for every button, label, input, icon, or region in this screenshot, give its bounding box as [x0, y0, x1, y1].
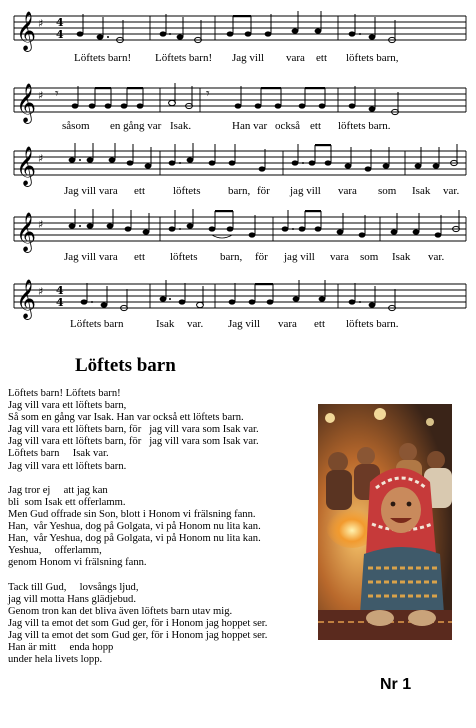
svg-text:𝄾: 𝄾: [55, 86, 59, 102]
svg-text:𝄞: 𝄞: [16, 279, 37, 319]
lyric: Isak: [392, 251, 411, 263]
lyric: för: [257, 185, 270, 197]
poem-line: Han, vår Yeshua, dog på Golgata, vi på Honom nu lita kan.: [8, 533, 261, 545]
svg-text:4: 4: [56, 16, 64, 29]
poem-line: Jag vill vara ett löftets barn, för jag vill vara som Isak var.: [8, 436, 259, 448]
music-system-4: [0, 209, 476, 271]
poem-line: Jag tror ej att jag kan: [8, 484, 108, 496]
svg-text:𝄞: 𝄞: [16, 212, 37, 252]
lyric: som: [360, 251, 379, 263]
lyric: var.: [428, 251, 445, 263]
svg-text:4: 4: [56, 296, 64, 309]
svg-text:4: 4: [56, 284, 64, 297]
lyric: Jag vill vara: [64, 185, 118, 197]
poem-line: jag vill motta Hans glädjebud.: [8, 593, 136, 605]
lyric: Han var: [232, 120, 268, 132]
svg-text:♯: ♯: [38, 152, 44, 165]
lyric: vara: [286, 52, 305, 64]
lyric: löftets: [170, 251, 198, 263]
poem-line: Tack till Gud, lovsångs ljud,: [8, 581, 139, 593]
lyric: också: [275, 120, 301, 132]
music-system-3: [0, 143, 476, 203]
poem-line: under hela livets lopp.: [8, 654, 103, 666]
lyric: löftets barn,: [346, 52, 399, 64]
lyric: löftets: [173, 185, 201, 197]
lyric: barn,: [228, 185, 251, 197]
lyric: för: [255, 251, 268, 263]
lyrics-text: [8, 388, 328, 666]
lyric: Jag vill vara: [64, 251, 118, 263]
svg-text:♯: ♯: [38, 218, 44, 231]
svg-text:𝄾: 𝄾: [206, 86, 210, 102]
lyric: barn,: [220, 251, 243, 263]
poem-line: Men Gud offrade sin Son, blott i Honom vi frälsning fann.: [8, 508, 256, 520]
poem-line: [8, 569, 328, 581]
poem-line: Han, vår Yeshua, dog på Golgata, vi på Honom nu lita kan.: [8, 521, 261, 533]
lyric: löftets barn.: [338, 120, 391, 132]
music-system-5: [0, 274, 476, 338]
svg-text:𝄞: 𝄞: [16, 146, 37, 186]
lyric: Löftets barn!: [155, 52, 213, 64]
lyric: Jag vill: [232, 52, 265, 64]
poem-line: Genom tron kan det bliva även löftets barn utav mig.: [8, 605, 233, 617]
song-title: Löftets barn: [75, 355, 176, 376]
poem-line: Löftets barn Isak var.: [8, 448, 109, 460]
lyric: vara: [278, 318, 297, 330]
poem-line: Jag vill vara ett löftets barn, för jag vill vara som Isak var.: [8, 424, 259, 436]
svg-text:𝄞: 𝄞: [16, 11, 37, 51]
svg-text:♯: ♯: [38, 89, 44, 102]
poem-line: Så som en gång var Isak. Han var också ett löftets barn.: [8, 412, 244, 424]
poem-line: Jag vill ta emot det som Gud ger, för i Honom jag hoppet ser.: [8, 617, 268, 629]
lyric: Löftets barn!: [74, 52, 132, 64]
lyric: ett: [310, 120, 321, 132]
lyric: ett: [314, 318, 325, 330]
lyric: såsom: [62, 120, 90, 132]
lyric: vara: [338, 185, 357, 197]
poem-line: Löftets barn! Löftets barn!: [8, 388, 121, 399]
svg-text:♯: ♯: [38, 17, 44, 30]
lyric: ett: [134, 251, 145, 263]
child-photo: [318, 404, 452, 640]
lyric: jag vill: [284, 251, 315, 263]
music-system-2: [0, 74, 476, 140]
poem-line: Jag vill vara ett löftets barn,: [8, 400, 127, 412]
poem-line: genom Honom vi frälsning fann.: [8, 557, 147, 569]
lyric: ett: [134, 185, 145, 197]
svg-text:♯: ♯: [38, 285, 44, 298]
lyric: Isak.: [170, 120, 192, 132]
lyric: Isak: [156, 318, 175, 330]
lyric: vara: [330, 251, 349, 263]
lyric: löftets barn.: [346, 318, 399, 330]
svg-text:4: 4: [56, 28, 64, 41]
lyric: Löftets barn: [70, 318, 124, 330]
poem-line: Jag vill vara ett löftets barn.: [8, 460, 127, 472]
lyric: jag vill: [290, 185, 321, 197]
poem-line: Yeshua, offerlamm,: [8, 545, 102, 557]
lyric: som: [378, 185, 397, 197]
poem-line: [8, 473, 328, 485]
lyric: var.: [187, 318, 204, 330]
lyric: ett: [316, 52, 327, 64]
poem-line: Jag vill ta emot det som Gud ger, för i Honom jag hoppet ser.: [8, 629, 268, 641]
svg-text:𝄞: 𝄞: [16, 83, 37, 123]
lyric: Isak: [412, 185, 431, 197]
lyric: Jag vill: [228, 318, 261, 330]
lyric: var.: [443, 185, 460, 197]
poem-line: Han är mitt enda hopp: [8, 641, 114, 653]
music-system-1: [0, 2, 476, 70]
poem-line: bli som Isak ett offerlamm.: [8, 496, 126, 508]
song-number: Nr 1: [380, 676, 412, 693]
lyric: en gång var: [110, 120, 162, 132]
